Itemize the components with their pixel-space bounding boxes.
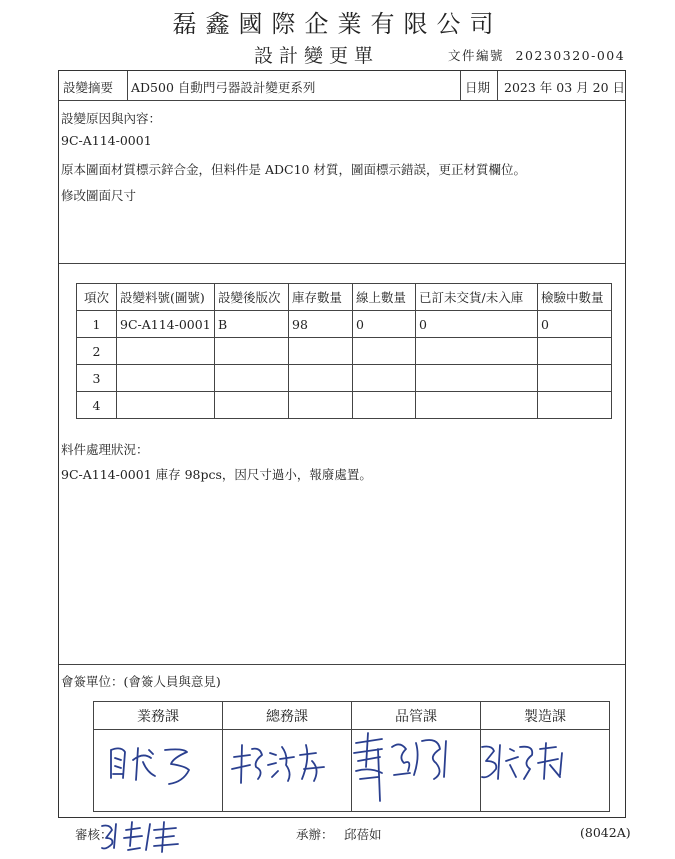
cell-part-no xyxy=(117,392,215,419)
review-signature xyxy=(98,816,184,858)
table-header-row xyxy=(77,284,612,311)
handling-divider xyxy=(59,664,625,665)
cell-index: 3 xyxy=(77,365,117,392)
department-sales: 業務課 xyxy=(94,702,223,730)
cell-online xyxy=(353,392,416,419)
summary-value: AD500 自動門弓器設計變更系列 xyxy=(131,80,316,95)
date-value: 2023 年 03 月 20 日 xyxy=(504,80,625,95)
reason-line: 9C-A114-0001 xyxy=(61,133,152,148)
cell-index: 2 xyxy=(77,338,117,365)
cell-part-no xyxy=(117,338,215,365)
col-header: 項次 xyxy=(77,284,117,311)
col-header: 庫存數量 xyxy=(289,284,353,311)
cell-revision xyxy=(215,338,289,365)
department-manufacturing: 製造課 xyxy=(481,702,610,730)
summary-divider xyxy=(59,100,625,101)
cell-revision xyxy=(215,365,289,392)
col-header: 設變後版次 xyxy=(215,284,289,311)
cell-revision: B xyxy=(215,311,289,338)
cell-ordered xyxy=(416,392,538,419)
cell-stock xyxy=(289,365,353,392)
handler-name: 邱蓓如 xyxy=(344,827,382,842)
review-label: 審核： xyxy=(75,827,113,842)
summary-label: 設變摘要 xyxy=(63,80,114,95)
reason-line: 修改圖面尺寸 xyxy=(61,188,137,203)
cell-index: 4 xyxy=(77,392,117,419)
cell-part-no xyxy=(117,365,215,392)
company-name: 磊鑫國際企業有限公司 xyxy=(172,10,503,38)
col-header: 設變料號(圖號) xyxy=(117,284,215,311)
cell-online: 0 xyxy=(353,311,416,338)
cell-stock xyxy=(289,392,353,419)
reason-label: 設變原因與內容： xyxy=(61,111,162,126)
signature-quality-control xyxy=(348,727,468,811)
cell-inspection xyxy=(538,365,612,392)
reason-divider xyxy=(59,263,625,264)
handling-label: 料件處理狀況： xyxy=(61,442,149,457)
cell-online xyxy=(353,338,416,365)
cell-part-no: 9C-A114-0001 xyxy=(117,311,215,338)
signature-sales xyxy=(103,738,208,792)
form-title: 設計變更單 xyxy=(254,45,380,67)
date-label-left-divider xyxy=(460,71,461,100)
cell-ordered xyxy=(416,338,538,365)
table-row xyxy=(77,365,612,392)
handler-label: 承辦： xyxy=(296,827,334,842)
table-row xyxy=(77,338,612,365)
cell-stock xyxy=(289,338,353,365)
cell-ordered xyxy=(416,365,538,392)
reason-line: 原本圖面材質標示鋅合金，但料件是 ADC10 材質，圖面標示錯誤，更正材質欄位。 xyxy=(61,162,526,177)
cell-online xyxy=(353,365,416,392)
doc-number-label: 文件編號 xyxy=(448,48,505,63)
form-code: (8042A) xyxy=(580,825,631,840)
date-label: 日期 xyxy=(465,80,491,95)
department-general-affairs: 總務課 xyxy=(223,702,352,730)
cell-inspection xyxy=(538,392,612,419)
cell-stock: 98 xyxy=(289,311,353,338)
department-row xyxy=(94,702,610,730)
countersign-label: 會簽單位：(會簽人員與意見) xyxy=(61,674,221,689)
date-label-right-divider xyxy=(497,71,498,100)
cell-revision xyxy=(215,392,289,419)
cell-inspection: 0 xyxy=(538,311,612,338)
col-header: 線上數量 xyxy=(353,284,416,311)
items-table xyxy=(76,283,612,419)
handling-text: 9C-A114-0001 庫存 98pcs，因尺寸過小，報廢處置。 xyxy=(61,467,372,482)
table-row xyxy=(77,392,612,419)
department-quality-control: 品管課 xyxy=(352,702,481,730)
col-header: 檢驗中數量 xyxy=(538,284,612,311)
signature-general-affairs xyxy=(228,735,333,794)
table-row xyxy=(77,311,612,338)
summary-label-divider xyxy=(127,71,128,100)
doc-number xyxy=(448,46,625,64)
col-header: 已訂未交貨/未入庫 xyxy=(416,284,538,311)
signature-manufacturing xyxy=(476,735,576,794)
cell-ordered: 0 xyxy=(416,311,538,338)
cell-index: 1 xyxy=(77,311,117,338)
doc-number-value: 20230320-004 xyxy=(515,48,626,63)
cell-inspection xyxy=(538,338,612,365)
